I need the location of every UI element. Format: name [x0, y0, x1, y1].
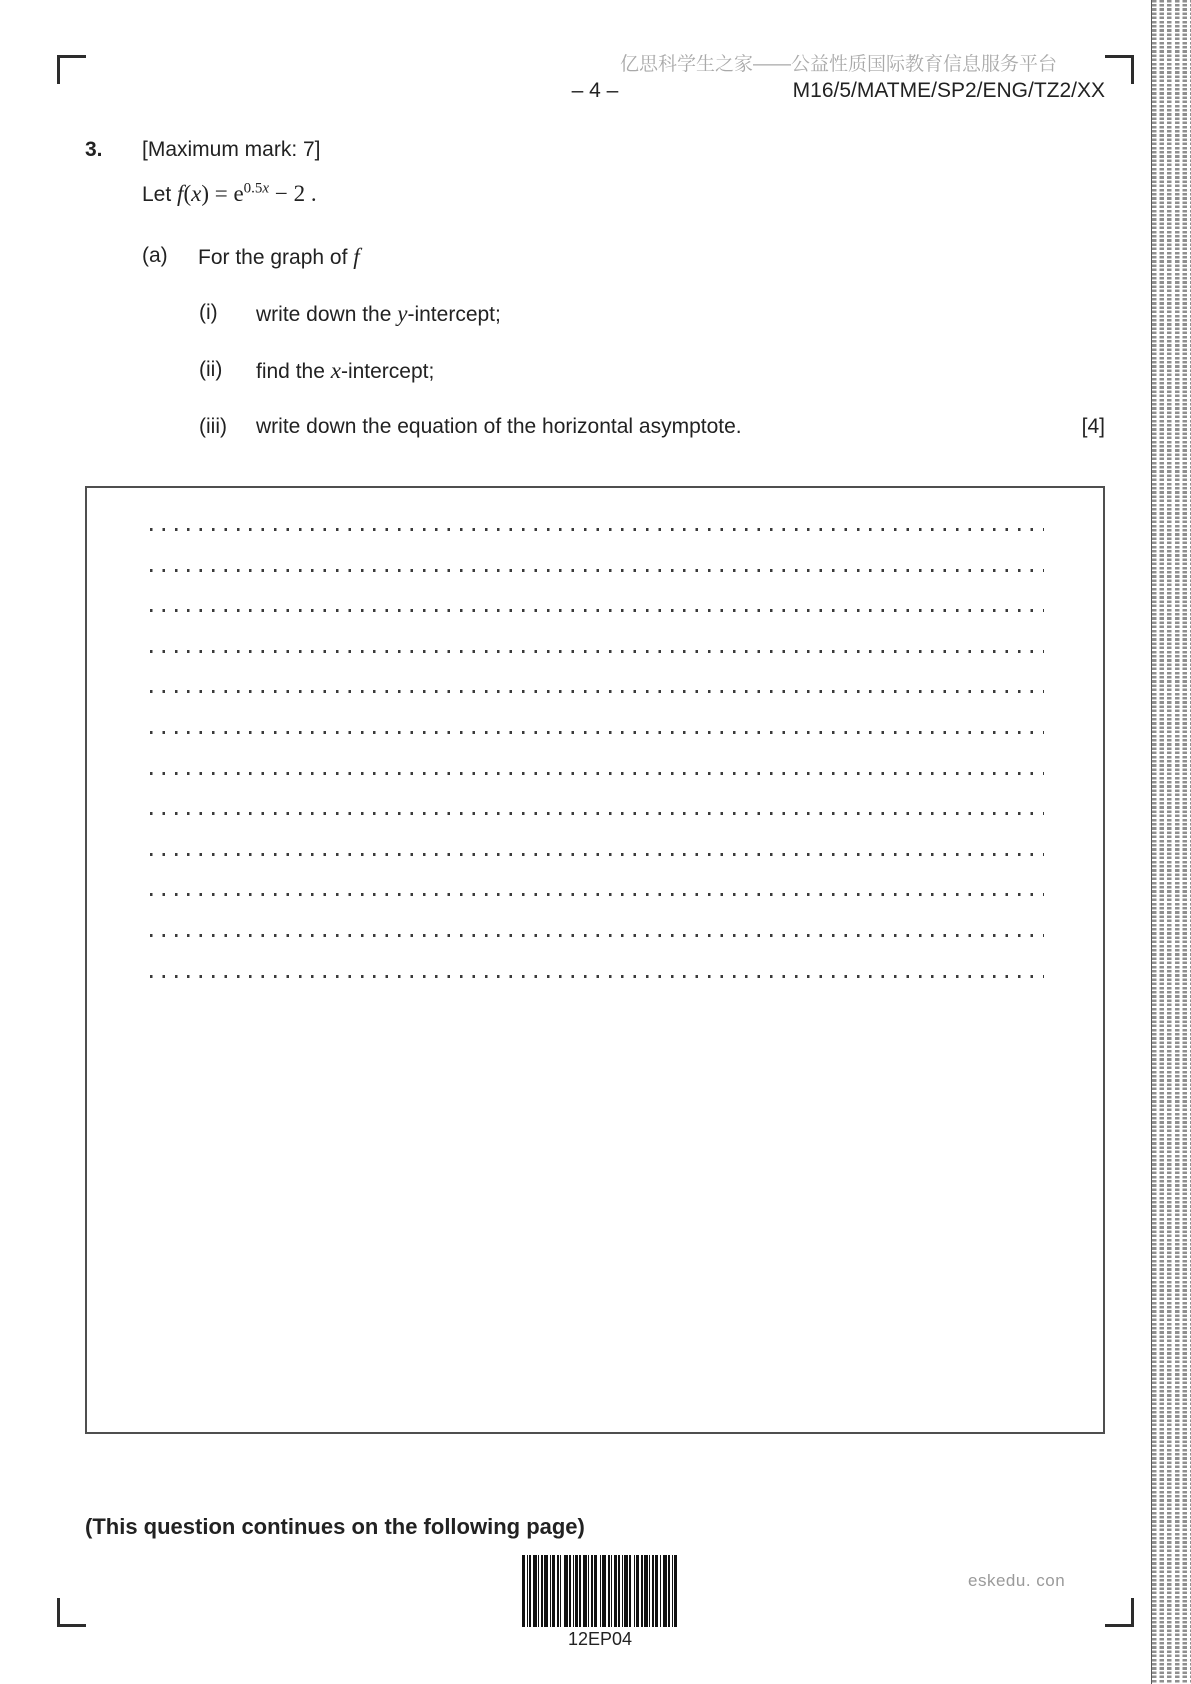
answer-dotted-line	[150, 609, 1044, 612]
barcode-bar	[672, 1555, 673, 1627]
paper-code: M16/5/MATME/SP2/ENG/TZ2/XX	[792, 79, 1105, 102]
crop-mark-bottom-left	[57, 1598, 86, 1627]
barcode-bar	[575, 1555, 578, 1627]
barcode-bar	[611, 1555, 612, 1627]
page-number: – 4 –	[571, 79, 619, 102]
barcode-bar	[636, 1555, 639, 1627]
item-iii-mark: [4]	[1081, 415, 1105, 438]
answer-dotted-line	[150, 528, 1044, 531]
crop-mark-top-left	[57, 55, 86, 84]
barcode-bar	[533, 1555, 537, 1627]
answer-dotted-line	[150, 731, 1044, 734]
answer-dotted-line	[150, 650, 1044, 653]
binding-edge-halftone-strip	[1151, 0, 1191, 1684]
barcode-bar	[641, 1555, 643, 1627]
barcode-bar	[573, 1555, 574, 1627]
barcode	[522, 1555, 678, 1627]
answer-dotted-line	[150, 934, 1044, 937]
barcode-label: 12EP04	[567, 1629, 633, 1649]
barcode-bar	[649, 1555, 650, 1627]
barcode-bar	[564, 1555, 568, 1627]
item-i-text: write down the y-intercept;	[256, 301, 501, 326]
barcode-bar	[608, 1555, 610, 1627]
barcode-bar	[652, 1555, 654, 1627]
barcode-bar	[583, 1555, 587, 1627]
site-watermark-text: eskedu. con	[968, 1571, 1066, 1590]
question-number: 3.	[85, 138, 103, 161]
barcode-bar	[674, 1555, 677, 1627]
barcode-bar	[624, 1555, 628, 1627]
item-ii-label: (ii)	[199, 358, 223, 381]
item-iii-label: (iii)	[199, 415, 227, 438]
barcode-bar	[522, 1555, 525, 1627]
barcode-bar	[541, 1555, 543, 1627]
barcode-bar	[569, 1555, 571, 1627]
question-formula	[142, 181, 317, 207]
barcode-bar	[557, 1555, 559, 1627]
barcode-bar	[668, 1555, 670, 1627]
part-a-text: For the graph of f	[198, 244, 360, 269]
item-iii-text: write down the equation of the horizontal asymptote.	[256, 415, 742, 438]
part-a-f-symbol: f	[353, 244, 360, 269]
barcode-bar	[588, 1555, 589, 1627]
barcode-bar	[644, 1555, 648, 1627]
barcode-bar	[629, 1555, 631, 1627]
barcode-bar	[529, 1555, 531, 1627]
barcode-bar	[527, 1555, 528, 1627]
item-i-label: (i)	[199, 301, 218, 324]
answer-box	[85, 486, 1105, 1434]
formula-let: Let	[142, 183, 172, 206]
barcode-bar	[663, 1555, 667, 1627]
barcode-bar	[579, 1555, 581, 1627]
answer-dotted-line	[150, 975, 1044, 978]
formula-math: $f(x) = e^{0.5x} - 2$ .	[177, 180, 317, 206]
answer-dotted-line	[150, 812, 1044, 815]
barcode-bar	[544, 1555, 548, 1627]
barcode-bar	[591, 1555, 593, 1627]
barcode-bar	[538, 1555, 539, 1627]
barcode-bar	[550, 1555, 551, 1627]
answer-dotted-line	[150, 772, 1044, 775]
answer-dotted-line	[150, 569, 1044, 572]
crop-mark-top-right	[1105, 55, 1134, 84]
barcode-bar	[594, 1555, 597, 1627]
barcode-bar	[600, 1555, 601, 1627]
continuation-note: (This question continues on the following page)	[85, 1514, 585, 1539]
answer-dotted-line	[150, 893, 1044, 896]
header-watermark-text: 亿思科学生之家——公益性质国际教育信息服务平台	[619, 54, 1057, 75]
barcode-bar	[552, 1555, 555, 1627]
barcode-bar	[660, 1555, 661, 1627]
barcode-bar	[560, 1555, 561, 1627]
barcode-bar	[622, 1555, 623, 1627]
answer-dotted-line	[150, 853, 1044, 856]
answer-dotted-line	[150, 690, 1044, 693]
barcode-bar	[614, 1555, 617, 1627]
item-ii-text: find the x-intercept;	[256, 358, 435, 383]
barcode-bar	[602, 1555, 606, 1627]
crop-mark-bottom-right	[1105, 1598, 1134, 1627]
barcode-bar	[634, 1555, 635, 1627]
question-max-mark: [Maximum mark: 7]	[142, 138, 321, 161]
part-a-label: (a)	[142, 244, 168, 267]
barcode-bar	[618, 1555, 620, 1627]
barcode-bar	[655, 1555, 658, 1627]
